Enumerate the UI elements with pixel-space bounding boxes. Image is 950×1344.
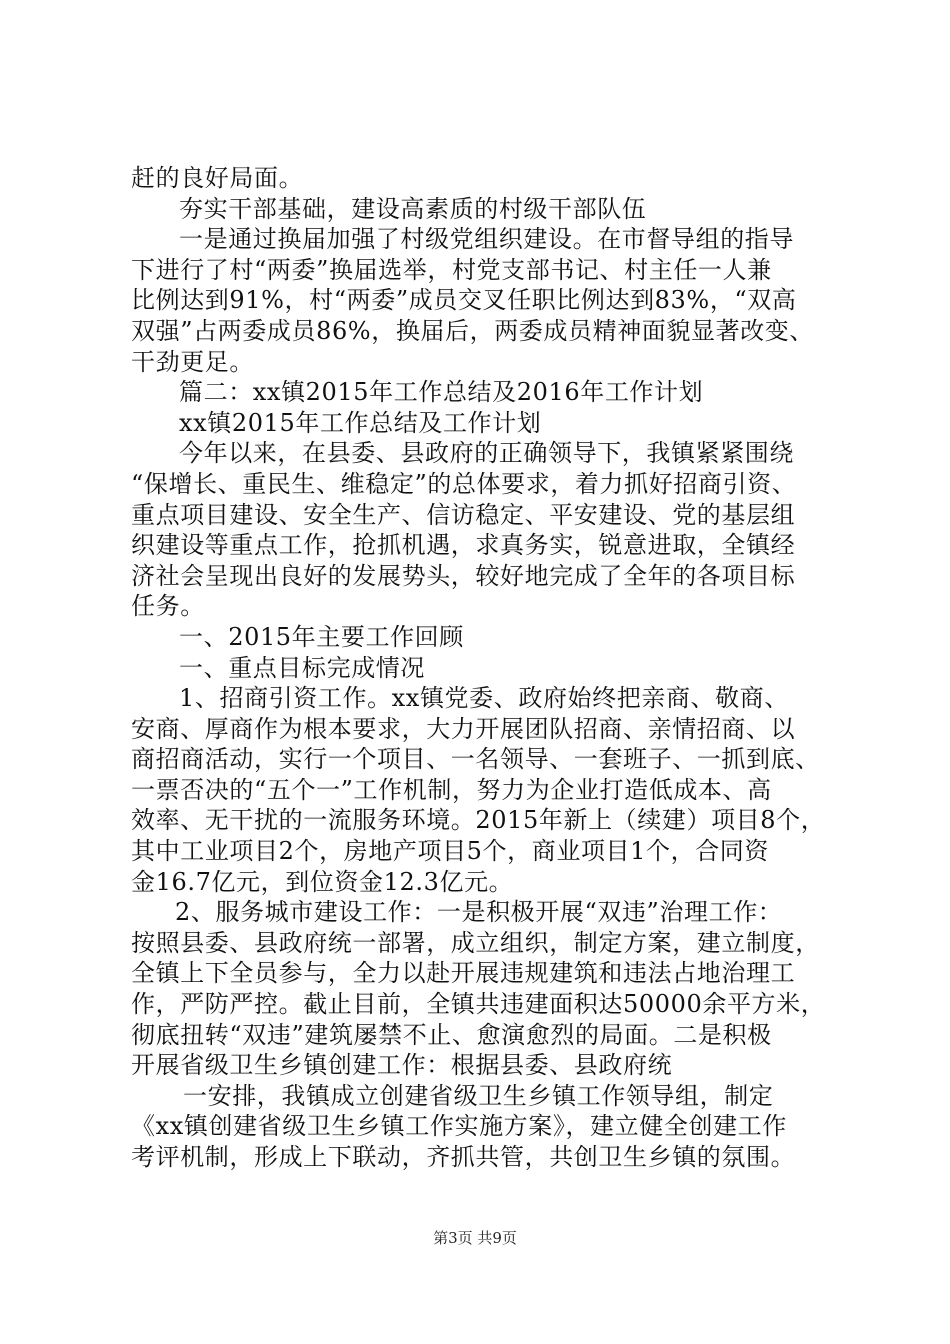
text-line: 《xx镇创建省级卫生乡镇工作实施方案》，建立健全创建工作 bbox=[131, 1112, 787, 1141]
text-line: 一票否决的“五个一”工作机制，努力为企业打造低成本、高 bbox=[131, 775, 772, 804]
text-line: 全镇上下全员参与，全力以赴开展违规建筑和违法占地治理工 bbox=[131, 959, 796, 988]
text-line: 篇二：xx镇2015年工作总结及2016年工作计划 bbox=[179, 378, 704, 407]
text-line: 重点项目建设、安全生产、信访稳定、平安建设、党的基层组 bbox=[131, 500, 796, 529]
text-line: 比例达到91%，村“两委”成员交叉任职比例达到83%，“双高 bbox=[131, 286, 797, 315]
text-line: 其中工业项目2个，房地产项目5个，商业项目1个，合同资 bbox=[131, 837, 770, 866]
text-line: 效率、无干扰的一流服务环境。2015年新上（续建）项目8个， bbox=[131, 806, 826, 835]
document-body bbox=[131, 163, 831, 1173]
text-line: 开展省级卫生乡镇创建工作：根据县委、县政府统 bbox=[131, 1051, 673, 1080]
text-line: 金16.7亿元，到位资金12.3亿元。 bbox=[131, 867, 514, 896]
text-line: 彻底扭转“双违”建筑屡禁不止、愈演愈烈的局面。二是积极 bbox=[131, 1020, 772, 1049]
text-line: 一是通过换届加强了村级党组织建设。在市督导组的指导 bbox=[179, 225, 794, 254]
text-line: 考评机制，形成上下联动，齐抓共管，共创卫生乡镇的氛围。 bbox=[131, 1143, 796, 1171]
text-line: 1、招商引资工作。xx镇党委、政府始终把亲商、敬商、 bbox=[179, 684, 789, 713]
text-line: 织建设等重点工作，抢抓机遇，求真务实，锐意进取，全镇经 bbox=[131, 531, 796, 560]
text-line: 赶的良好局面。 bbox=[131, 164, 304, 192]
text-line: 一、重点目标完成情况 bbox=[179, 653, 425, 682]
text-line: 一安排，我镇成立创建省级卫生乡镇工作领导组，制定 bbox=[183, 1081, 774, 1110]
text-line: 作，严防严控。截止目前，全镇共违建面积达50000余平方米， bbox=[131, 990, 826, 1019]
text-line: 按照县委、县政府统一部署，成立组织，制定方案，建立制度， bbox=[131, 928, 820, 957]
text-line: 安商、厚商作为根本要求，大力开展团队招商、亲情招商、以 bbox=[131, 714, 796, 743]
text-line: 干劲更足。 bbox=[131, 347, 254, 376]
text-line: “保增长、重民生、维稳定”的总体要求，着力抓好招商引资、 bbox=[131, 469, 797, 498]
text-line: 2、服务城市建设工作：一是积极开展“双违”治理工作： bbox=[175, 898, 783, 927]
text-line: 商招商活动，实行一个项目、一名领导、一套班子、一抓到底、 bbox=[131, 745, 820, 774]
text-line: 济社会呈现出良好的发展势头，较好地完成了全年的各项目标 bbox=[131, 561, 796, 590]
text-line: 今年以来，在县委、县政府的正确领导下，我镇紧紧围绕 bbox=[179, 439, 794, 468]
text-line: 任务。 bbox=[131, 592, 205, 621]
text-line: 夯实干部基础，建设高素质的村级干部队伍 bbox=[179, 194, 647, 223]
text-line: 双强”占两委成员86%，换届后，两委成员精神面貌显著改变、 bbox=[131, 316, 815, 345]
text-line: 下进行了村“两委”换届选举，村党支部书记、村主任一人兼 bbox=[131, 255, 772, 284]
page-footer: 第3页 共9页 bbox=[433, 1229, 517, 1247]
text-line: 一、2015年主要工作回顾 bbox=[179, 622, 464, 651]
text-line: xx镇2015年工作总结及工作计划 bbox=[179, 408, 542, 437]
